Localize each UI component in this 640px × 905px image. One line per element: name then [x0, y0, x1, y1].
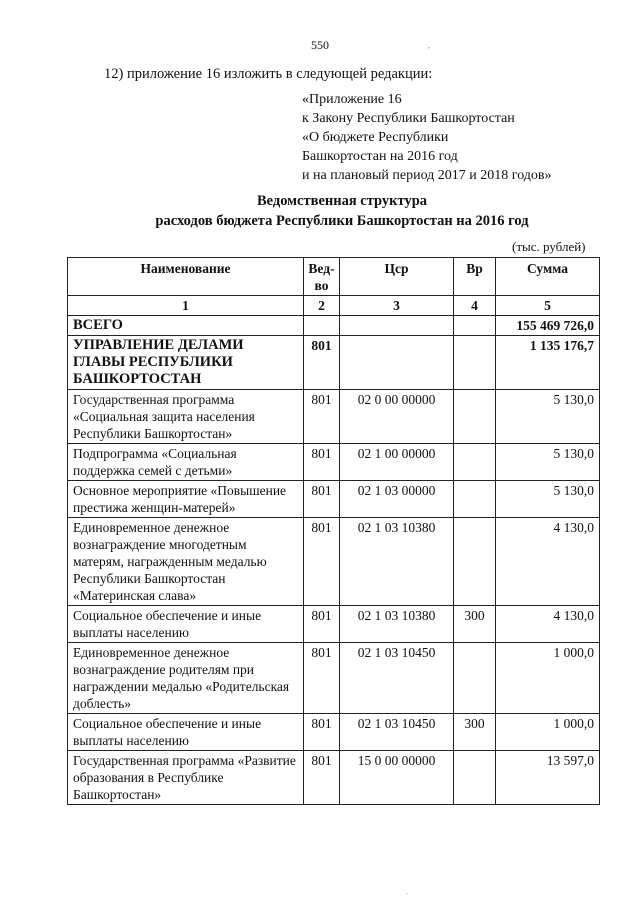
cell-csr	[340, 336, 454, 390]
cell-name: Основное мероприятие «Повышение престижа женщин-матерей»	[68, 481, 304, 518]
table-row	[68, 316, 600, 336]
appendix-line: Башкортостан на 2016 год	[302, 149, 458, 164]
cell-name: Подпрограмма «Социальная поддержка семей с детьми»	[68, 444, 304, 481]
appendix-line: «О бюджете Республики	[302, 130, 449, 145]
cell-name: Социальное обеспечение и иные выплаты населению	[68, 714, 304, 751]
cell-sum: 4 130,0	[496, 518, 600, 606]
cell-sum: 5 130,0	[496, 444, 600, 481]
col-number: 4	[454, 296, 496, 316]
amendment-intro: 12) приложение 16 изложить в следующей редакции:	[104, 66, 433, 82]
appendix-line: и на плановый период 2017 и 2018 годов»	[302, 168, 552, 183]
cell-sum: 13 597,0	[496, 751, 600, 805]
cell-name: Социальное обеспечение и иные выплаты населению	[68, 606, 304, 643]
cell-dept: 801	[304, 714, 340, 751]
cell-name: Единовременное денежное вознаграждение родителям при награждении медалью «Родительская доблесть»	[68, 643, 304, 714]
scan-mark: .	[406, 888, 408, 896]
cell-name: ВСЕГО	[68, 316, 304, 336]
scan-mark: ,	[428, 42, 430, 50]
cell-dept: 801	[304, 481, 340, 518]
cell-vr	[454, 316, 496, 336]
cell-name: УПРАВЛЕНИЕ ДЕЛАМИ ГЛАВЫ РЕСПУБЛИКИ БАШКОРТОСТАН	[68, 336, 304, 390]
title-line: Ведомственная структура	[256, 193, 428, 209]
cell-sum: 155 469 726,0	[496, 316, 600, 336]
cell-dept: 801	[304, 751, 340, 805]
table-row	[68, 518, 600, 606]
units-label: (тыс. рублей)	[512, 239, 586, 254]
header-sum: Сумма	[496, 258, 600, 296]
cell-csr: 02 1 03 10380	[340, 606, 454, 643]
col-number: 2	[304, 296, 340, 316]
cell-name: Единовременное денежное вознаграждение многодетным матерям, награжденным медалью Республики Башкортостан «Материнская слава»	[68, 518, 304, 606]
appendix-line: «Приложение 16	[302, 92, 402, 107]
cell-vr: 300	[454, 606, 496, 643]
table-body	[68, 316, 600, 805]
appendix-line: к Закону Республики Башкортостан	[302, 111, 515, 126]
table-row	[68, 606, 600, 643]
cell-csr: 02 1 03 00000	[340, 481, 454, 518]
cell-vr	[454, 518, 496, 606]
table-row	[68, 643, 600, 714]
table-row	[68, 751, 600, 805]
cell-csr: 02 0 00 00000	[340, 390, 454, 444]
cell-vr	[454, 751, 496, 805]
cell-sum: 5 130,0	[496, 481, 600, 518]
cell-csr: 02 1 03 10380	[340, 518, 454, 606]
cell-dept: 801	[304, 444, 340, 481]
col-number: 1	[68, 296, 304, 316]
cell-csr: 02 1 00 00000	[340, 444, 454, 481]
cell-vr	[454, 336, 496, 390]
cell-dept: 801	[304, 643, 340, 714]
cell-name: Государственная программа «Развитие образования в Республике Башкортостан»	[68, 751, 304, 805]
cell-sum: 1 000,0	[496, 643, 600, 714]
appendix-header	[302, 90, 552, 185]
header-name: Наименование	[68, 258, 304, 296]
cell-dept: 801	[304, 518, 340, 606]
col-number: 5	[496, 296, 600, 316]
page-number: 550	[311, 38, 329, 52]
header-csr: Цср	[340, 258, 454, 296]
table-row	[68, 714, 600, 751]
document-title	[0, 191, 640, 231]
cell-vr	[454, 390, 496, 444]
cell-csr: 02 1 03 10450	[340, 643, 454, 714]
cell-sum: 5 130,0	[496, 390, 600, 444]
title-line: расходов бюджета Республики Башкортостан на 2016 год	[155, 213, 529, 229]
header-dept	[304, 258, 340, 296]
budget-table	[67, 257, 600, 805]
cell-vr	[454, 444, 496, 481]
table-row	[68, 336, 600, 390]
cell-csr	[340, 316, 454, 336]
table-header-row	[68, 258, 600, 296]
header-vr: Вр	[454, 258, 496, 296]
table-row	[68, 444, 600, 481]
cell-csr: 15 0 00 00000	[340, 751, 454, 805]
cell-vr	[454, 481, 496, 518]
column-number-row	[68, 296, 600, 316]
cell-sum: 1 135 176,7	[496, 336, 600, 390]
cell-name: Государственная программа «Социальная защита населения Республики Башкортостан»	[68, 390, 304, 444]
cell-vr	[454, 643, 496, 714]
cell-dept: 801	[304, 336, 340, 390]
table-row	[68, 390, 600, 444]
cell-dept	[304, 316, 340, 336]
cell-dept: 801	[304, 606, 340, 643]
cell-dept: 801	[304, 390, 340, 444]
col-number: 3	[340, 296, 454, 316]
cell-sum: 4 130,0	[496, 606, 600, 643]
cell-sum: 1 000,0	[496, 714, 600, 751]
cell-vr: 300	[454, 714, 496, 751]
table-row	[68, 481, 600, 518]
cell-csr: 02 1 03 10450	[340, 714, 454, 751]
header-dept-text: Вед- во	[308, 261, 335, 293]
